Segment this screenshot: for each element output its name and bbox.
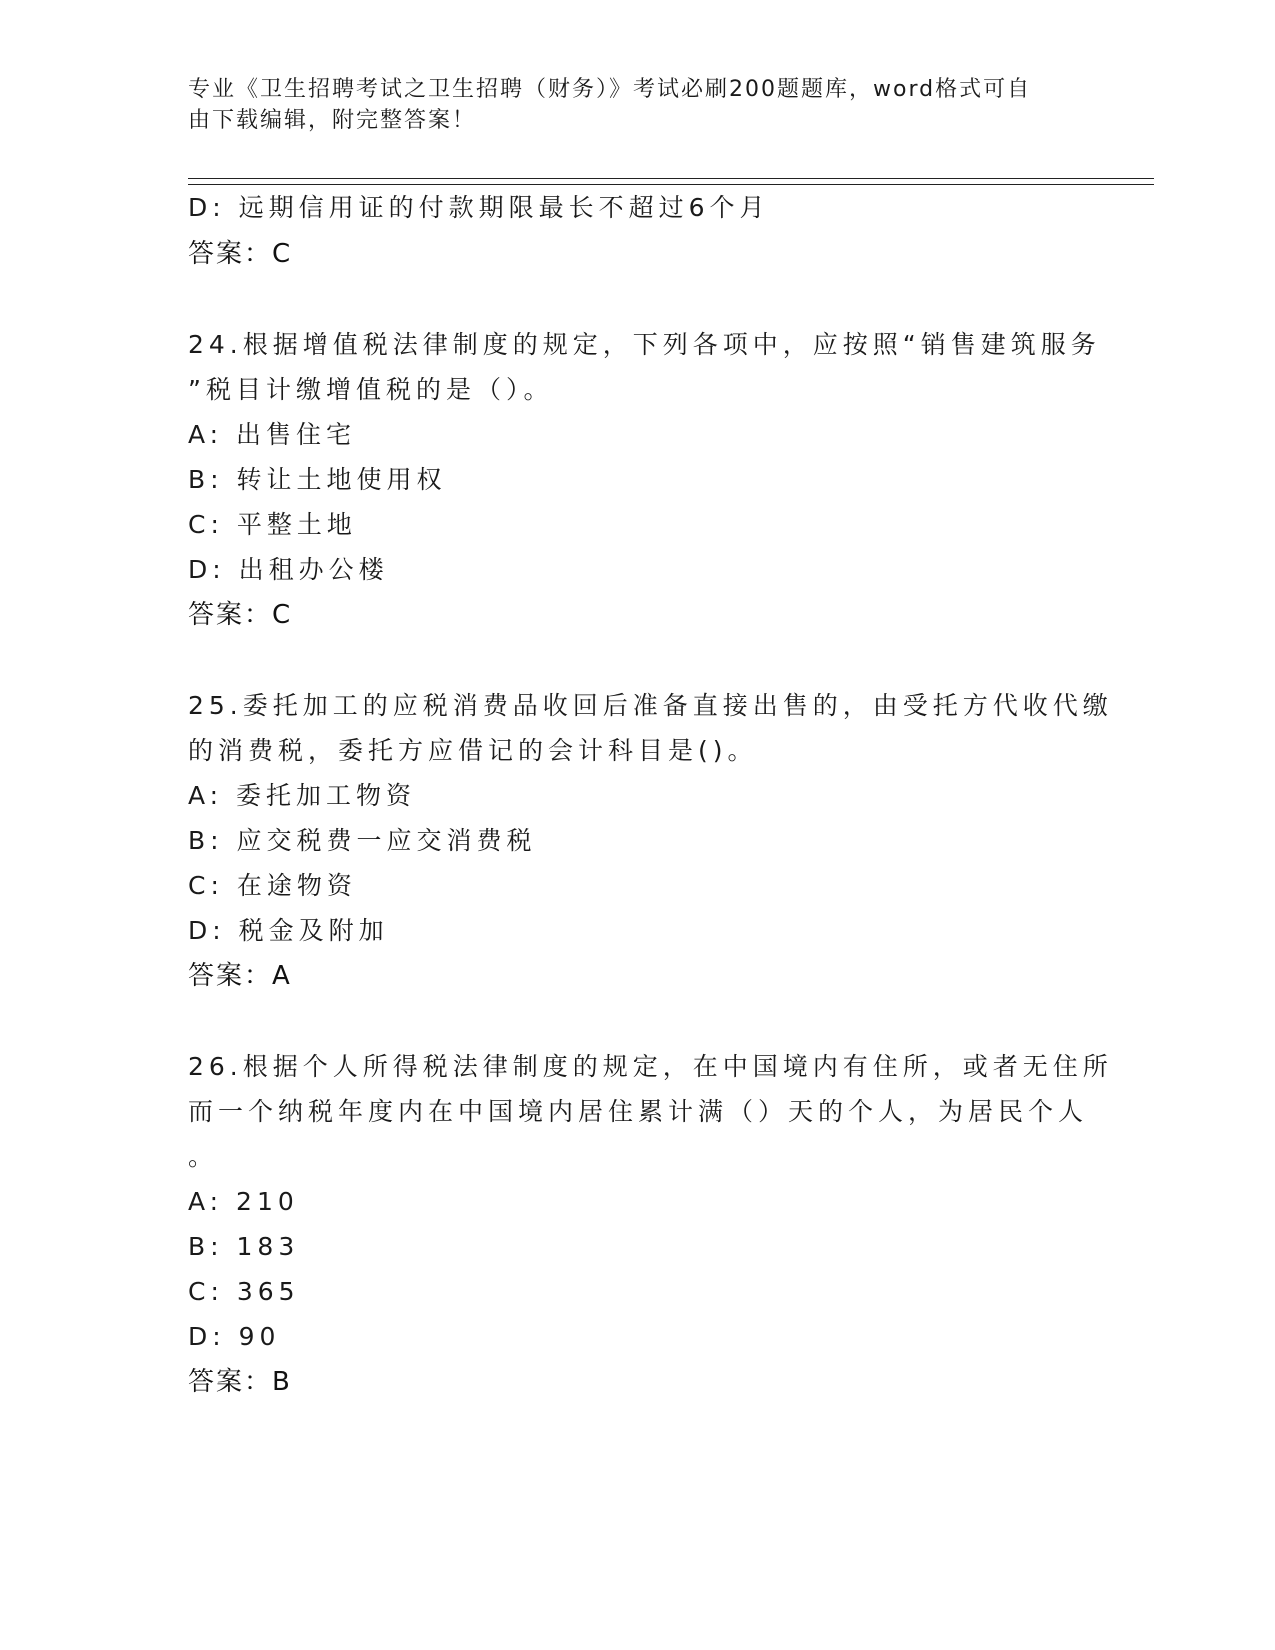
prev-answer: 答案：C (188, 239, 293, 269)
q24-option-b: B: 转让土地使用权 (188, 465, 447, 494)
header-line-1: 专业《卫生招聘考试之卫生招聘（财务）》考试必刷200题题库，word格式可自 (188, 77, 1032, 102)
header-line-2: 由下载编辑，附完整答案！ (188, 108, 477, 133)
q25-option-d: D: 税金及附加 (188, 916, 389, 945)
q26-stem-line-1: 26.根据个人所得税法律制度的规定，在中国境内有住所，或者无住所 (188, 1052, 1113, 1081)
q26-stem-line-2: 而一个纳税年度内在中国境内居住累计满（）天的个人，为居民个人 (188, 1097, 1089, 1126)
q26-option-c: C: 365 (188, 1277, 300, 1306)
header-rule-top (188, 178, 1154, 179)
q24-option-d: D: 出租办公楼 (188, 555, 389, 584)
q25-stem-line-2: 的消费税，委托方应借记的会计科目是()。 (188, 736, 758, 765)
q26-option-d: D: 90 (188, 1322, 281, 1351)
q24-stem-line-1: 24.根据增值税法律制度的规定，下列各项中，应按照“销售建筑服务 (188, 330, 1101, 359)
q26-answer: 答案：B (188, 1367, 292, 1397)
header-rule-bottom (188, 184, 1154, 185)
q25-option-a: A: 委托加工物资 (188, 781, 417, 810)
q25-option-c: C: 在途物资 (188, 871, 357, 900)
q25-option-b: B: 应交税费一应交消费税 (188, 826, 537, 855)
q24-stem-line-2: ”税目计缴增值税的是（）。 (188, 375, 554, 404)
q26-stem-line-3: 。 (188, 1142, 219, 1171)
q26-option-a: A: 210 (188, 1187, 299, 1216)
prev-option-d: D: 远期信用证的付款期限最长不超过6个月 (188, 193, 770, 222)
q24-option-a: A: 出售住宅 (188, 420, 357, 449)
q24-answer: 答案：C (188, 600, 293, 630)
q24-option-c: C: 平整土地 (188, 510, 357, 539)
q26-option-b: B: 183 (188, 1232, 300, 1261)
q25-answer: 答案：A (188, 961, 292, 991)
q25-stem-line-1: 25.委托加工的应税消费品收回后准备直接出售的，由受托方代收代缴 (188, 691, 1113, 720)
document-header (188, 74, 1078, 136)
